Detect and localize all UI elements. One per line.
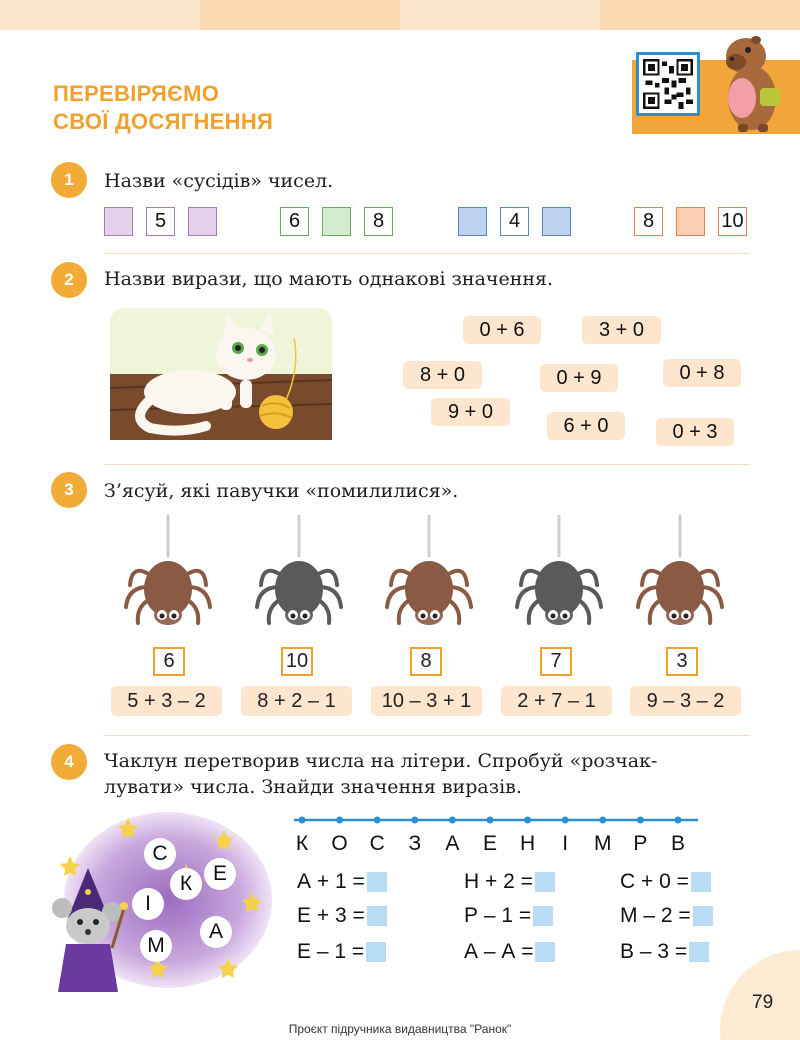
number-line-letter: О [331,832,348,855]
number-line-letter: Н [520,832,536,855]
task-2-text: Назви вирази, що мають однакові значення. [104,268,554,290]
number-box: 6 [280,207,309,236]
divider [104,253,750,254]
spider-icon [249,515,349,639]
number-line-letter: Р [633,832,648,855]
spider-expression: 9 – 3 – 2 [630,686,741,716]
qr-code-icon[interactable] [636,52,700,116]
number-line [290,812,702,828]
equation-text: Н + 2 = [464,870,533,893]
task-number-2: 2 [51,262,87,298]
answer-box[interactable] [693,906,713,926]
number-line-tick [374,817,381,824]
task-number-4: 4 [51,744,87,780]
answer-box[interactable] [367,906,387,926]
spider-icon [118,515,218,639]
spider-expression: 10 – 3 + 1 [371,686,482,716]
top-color-band [0,0,800,30]
equation [464,940,555,964]
footer-text: Проєкт підручника видавництва "Ранок" [288,1022,512,1036]
number-line-tick [487,817,494,824]
number-line-letter: Е [482,832,497,855]
number-line-letter: А [445,832,460,855]
letter-bubble: Е [204,858,236,890]
number-line-tick [562,817,569,824]
spider-icon [379,515,479,639]
number-line-tick [637,817,644,824]
expression-pill: 8 + 0 [403,361,482,389]
letter-bubble: І [132,888,164,920]
neighbor-blank-box [188,207,217,236]
equation [297,940,386,964]
number-line-tick [599,817,606,824]
equation-text: Е – 1 = [297,940,365,963]
letter-bubble: С [144,838,176,870]
number-line-tick [299,817,306,824]
equation-text: Р – 1 = [464,904,532,927]
equation-text: М – 2 = [620,904,691,927]
equation-text: А + 1 = [297,870,365,893]
letter-bubble: К [170,868,202,900]
number-line-tick [411,817,418,824]
neighbor-blank-box [542,207,571,236]
answer-box: 10 [281,647,313,676]
answer-box[interactable] [691,872,711,892]
number-line-letter: М [594,832,612,855]
answer-box[interactable] [367,872,387,892]
equation [297,904,387,928]
equation-text: Е + 3 = [297,904,365,927]
task-1-text: Назви «сусідів» чисел. [104,170,334,192]
equation-text: В – 3 = [620,940,688,963]
number-line-tick [675,817,682,824]
answer-box[interactable] [366,942,386,962]
number-line-tick [524,817,531,824]
task-number-3: 3 [51,472,87,508]
answer-box: 6 [153,647,185,676]
divider [104,464,750,465]
answer-box: 3 [666,647,698,676]
task-number-1: 1 [51,162,87,198]
equation-text: С + 0 = [620,870,689,893]
answer-box: 7 [540,647,572,676]
task-3-text: З’ясуй, які павучки «помилилися». [104,480,459,502]
number-line-tick [336,817,343,824]
answer-box[interactable] [535,942,555,962]
spider-expression: 8 + 2 – 1 [241,686,352,716]
number-line-letter: С [369,832,385,855]
answer-box: 8 [410,647,442,676]
number-box: 5 [146,207,175,236]
equation [620,870,711,894]
number-line-letter: З [408,832,422,855]
number-line-letter: В [670,832,685,855]
spider-expression: 5 + 3 – 2 [111,686,222,716]
answer-box[interactable] [689,942,709,962]
number-line-letter: І [562,832,569,855]
answer-box[interactable] [533,906,553,926]
spider-icon [509,515,609,639]
equation [464,870,555,894]
expression-pill: 3 + 0 [582,316,661,344]
letter-bubble: А [200,916,232,948]
page-title: ПЕРЕВІРЯЄМО СВОЇ ДОСЯГНЕННЯ [53,81,274,134]
task-4-text: Чаклун перетворив числа на літери. Спробуй «розчак- лувати» числа. Знайди значення виразів. [104,750,658,798]
equation [620,904,713,928]
letter-bubble: М [140,930,172,962]
expression-pill: 0 + 9 [540,364,618,392]
page-number: 79 [752,992,774,1013]
neighbor-blank-box [676,207,705,236]
answer-box[interactable] [535,872,555,892]
expression-pill: 0 + 3 [656,418,734,446]
number-box: 8 [364,207,393,236]
capybara-icon [716,32,788,134]
number-box: 4 [500,207,529,236]
divider [104,735,750,736]
expression-pill: 0 + 6 [463,316,541,344]
number-box: 10 [718,207,747,236]
neighbor-blank-box [104,207,133,236]
spider-icon [630,515,730,639]
neighbor-blank-box [322,207,351,236]
neighbor-blank-box [458,207,487,236]
expression-pill: 6 + 0 [547,412,625,440]
equation [464,904,553,928]
cat-illustration [110,308,332,440]
number-line-tick [449,817,456,824]
equation-text: А – А = [464,940,534,963]
number-box: 8 [634,207,663,236]
expression-pill: 9 + 0 [431,398,510,426]
equation [297,870,387,894]
equation [620,940,709,964]
spider-expression: 2 + 7 – 1 [501,686,612,716]
number-line-letter: К [295,832,309,855]
expression-pill: 0 + 8 [663,359,741,387]
